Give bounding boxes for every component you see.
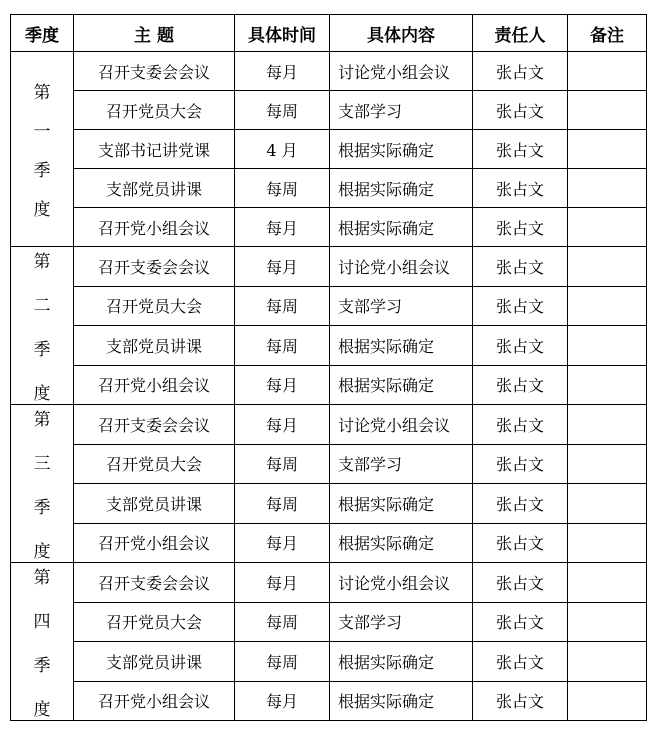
table-row (11, 681, 647, 721)
time-cell: 每月 (235, 405, 330, 445)
note-cell (568, 523, 647, 563)
quarter-label-2 (11, 247, 74, 405)
owner-cell: 张占文 (473, 365, 568, 405)
quarter-label-char: 季 (33, 340, 51, 360)
table-row (11, 365, 647, 405)
note-cell (568, 602, 647, 642)
owner-cell: 张占文 (473, 286, 568, 326)
note-cell (568, 52, 647, 91)
content-cell: 支部学习 (330, 91, 473, 130)
quarter-label-char: 第 (33, 252, 51, 272)
header-row (11, 15, 647, 52)
quarter-label-char: 季 (33, 656, 51, 676)
time-cell: 每月 (235, 681, 330, 721)
quarter-label-char: 二 (33, 296, 51, 316)
content-cell: 根据实际确定 (330, 365, 473, 405)
topic-cell: 召开党小组会议 (74, 208, 235, 247)
note-cell (568, 247, 647, 287)
topic-cell: 召开党小组会议 (74, 523, 235, 563)
owner-cell: 张占文 (473, 208, 568, 247)
quarter-label-3 (11, 405, 74, 563)
header-quarter: 季度 (11, 15, 74, 52)
table-row (11, 326, 647, 366)
note-cell (568, 130, 647, 169)
quarter-label-char: 一 (33, 122, 51, 142)
table-row (11, 602, 647, 642)
content-cell: 根据实际确定 (330, 484, 473, 524)
content-cell: 支部学习 (330, 444, 473, 484)
time-cell: 每周 (235, 444, 330, 484)
topic-cell: 召开党小组会议 (74, 365, 235, 405)
content-cell: 讨论党小组会议 (330, 405, 473, 445)
note-cell (568, 169, 647, 208)
time-cell: 每周 (235, 642, 330, 682)
time-cell: 每月 (235, 365, 330, 405)
topic-cell: 支部书记讲党课 (74, 130, 235, 169)
topic-cell: 召开支委会会议 (74, 405, 235, 445)
table-row (11, 286, 647, 326)
content-cell: 根据实际确定 (330, 208, 473, 247)
quarter-label-char: 第 (33, 568, 51, 588)
quarter-label-char: 度 (33, 542, 51, 562)
time-cell: 每周 (235, 91, 330, 130)
table-row (11, 130, 647, 169)
topic-cell: 支部党员讲课 (74, 484, 235, 524)
note-cell (568, 365, 647, 405)
owner-cell: 张占文 (473, 169, 568, 208)
quarter-label-char: 度 (33, 200, 51, 220)
owner-cell: 张占文 (473, 91, 568, 130)
table-row (11, 405, 647, 445)
content-cell: 讨论党小组会议 (330, 563, 473, 603)
owner-cell: 张占文 (473, 326, 568, 366)
schedule-table (10, 14, 647, 721)
content-cell: 支部学习 (330, 602, 473, 642)
topic-cell: 召开党小组会议 (74, 681, 235, 721)
owner-cell: 张占文 (473, 130, 568, 169)
note-cell (568, 681, 647, 721)
note-cell (568, 642, 647, 682)
owner-cell: 张占文 (473, 602, 568, 642)
header-note: 备注 (568, 15, 647, 52)
quarter-label-char: 季 (33, 498, 51, 518)
content-cell: 根据实际确定 (330, 326, 473, 366)
table-row (11, 563, 647, 603)
quarter-label-char: 第 (33, 410, 51, 430)
time-cell: 每月 (235, 563, 330, 603)
note-cell (568, 563, 647, 603)
table-row (11, 247, 647, 287)
quarter-label-char: 三 (33, 454, 51, 474)
owner-cell: 张占文 (473, 444, 568, 484)
topic-cell: 召开支委会会议 (74, 563, 235, 603)
header-content: 具体内容 (330, 15, 473, 52)
topic-cell: 召开党员大会 (74, 91, 235, 130)
note-cell (568, 208, 647, 247)
quarter-label-char: 度 (33, 384, 51, 404)
topic-cell: 召开支委会会议 (74, 247, 235, 287)
quarter-label-1 (11, 52, 74, 247)
table-row (11, 642, 647, 682)
content-cell: 根据实际确定 (330, 130, 473, 169)
note-cell (568, 484, 647, 524)
table-row (11, 208, 647, 247)
note-cell (568, 91, 647, 130)
time-cell: 每周 (235, 484, 330, 524)
time-cell: 每月 (235, 523, 330, 563)
table-row (11, 169, 647, 208)
owner-cell: 张占文 (473, 52, 568, 91)
table-row (11, 52, 647, 91)
quarter-label-4 (11, 563, 74, 721)
owner-cell: 张占文 (473, 642, 568, 682)
time-cell: 每周 (235, 286, 330, 326)
time-cell: 每月 (235, 208, 330, 247)
content-cell: 根据实际确定 (330, 642, 473, 682)
quarter-label-char: 第 (33, 83, 51, 103)
topic-cell: 召开支委会会议 (74, 52, 235, 91)
topic-cell: 召开党员大会 (74, 602, 235, 642)
table-row (11, 484, 647, 524)
quarter-label-char: 度 (33, 700, 51, 720)
content-cell: 讨论党小组会议 (330, 52, 473, 91)
time-cell: 每周 (235, 169, 330, 208)
content-cell: 根据实际确定 (330, 681, 473, 721)
time-cell: 4 月 (235, 130, 330, 169)
time-cell: 每周 (235, 326, 330, 366)
content-cell: 支部学习 (330, 286, 473, 326)
topic-cell: 支部党员讲课 (74, 169, 235, 208)
quarter-label-char: 四 (33, 612, 51, 632)
content-cell: 根据实际确定 (330, 523, 473, 563)
note-cell (568, 405, 647, 445)
owner-cell: 张占文 (473, 681, 568, 721)
table-row (11, 523, 647, 563)
note-cell (568, 326, 647, 366)
content-cell: 讨论党小组会议 (330, 247, 473, 287)
header-owner: 责任人 (473, 15, 568, 52)
owner-cell: 张占文 (473, 405, 568, 445)
topic-cell: 召开党员大会 (74, 286, 235, 326)
note-cell (568, 444, 647, 484)
owner-cell: 张占文 (473, 247, 568, 287)
quarter-label-char: 季 (33, 161, 51, 181)
owner-cell: 张占文 (473, 484, 568, 524)
table-row (11, 91, 647, 130)
owner-cell: 张占文 (473, 523, 568, 563)
table-row (11, 444, 647, 484)
topic-cell: 支部党员讲课 (74, 326, 235, 366)
owner-cell: 张占文 (473, 563, 568, 603)
content-cell: 根据实际确定 (330, 169, 473, 208)
topic-cell: 召开党员大会 (74, 444, 235, 484)
time-cell: 每月 (235, 52, 330, 91)
note-cell (568, 286, 647, 326)
header-topic: 主 题 (74, 15, 235, 52)
time-cell: 每周 (235, 602, 330, 642)
topic-cell: 支部党员讲课 (74, 642, 235, 682)
time-cell: 每月 (235, 247, 330, 287)
header-time: 具体时间 (235, 15, 330, 52)
